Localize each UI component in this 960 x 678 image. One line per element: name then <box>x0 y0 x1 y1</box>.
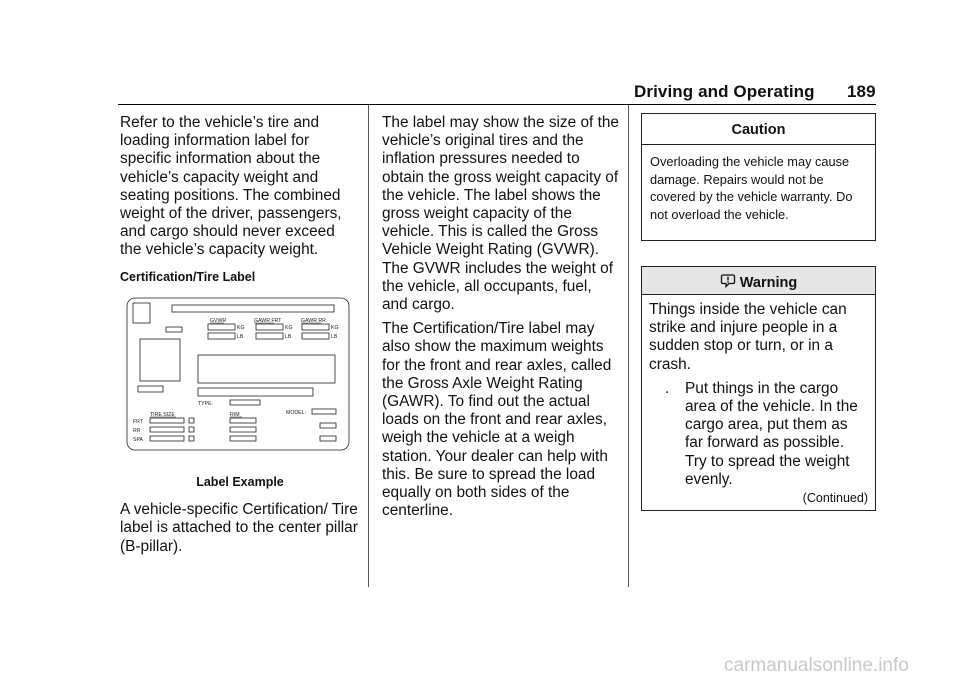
gawr-rr-label: GAWR RR <box>301 318 326 324</box>
warning-bullet <box>649 380 868 489</box>
label-info-paragraph: The label may show the size of the vehicle’s original tires and the inflation pressures needed to obtain the gross weight capacity of the vehicle. The label shows the gross weight capacity of the vehicle. This is called the Gross Vehicle Weight Rating (GVWR). The GVWR includes the weight of the vehicle, all occupants, fuel, and cargo. <box>382 114 619 314</box>
warning-header <box>642 267 875 295</box>
section-title: Driving and Operating <box>634 82 815 101</box>
caution-box <box>641 113 876 241</box>
lb-label-2: LB <box>285 334 292 340</box>
kg-label-3: KG <box>331 325 339 331</box>
model-field <box>312 409 336 414</box>
warning-intro: Things inside the vehicle can strike and injure people in a sudden stop or turn, or in a crash. <box>649 301 847 373</box>
column-1-lower <box>120 473 360 562</box>
label-location-paragraph: A vehicle-specific Certification/ Tire label is attached to the center pillar (B-pillar). <box>120 501 358 555</box>
warning-bullet-text: Put things in the cargo area of the vehicle. In the cargo area, put them as far forward as possible. Try to spread the weight evenly. <box>685 379 858 488</box>
spa-label: SPA <box>133 437 143 443</box>
gawr-paragraph: The Certification/Tire label may also show the maximum weights for the front and rear axles, called the Gross Axle Weight Rating (GAWR). To find out the actual loads on the front and rear axles, weigh the vehicle at a weigh station. Your dealer can help with this. Be sure to spread the load equally on both sides of the centerline. <box>382 320 612 520</box>
label-top-bar <box>172 305 334 312</box>
warning-text <box>642 295 875 489</box>
label-left-bar <box>138 386 163 392</box>
warning-title: Warning <box>739 275 798 291</box>
continued-label: (Continued) <box>802 491 868 506</box>
column-2 <box>382 114 620 526</box>
header-rule <box>118 104 876 105</box>
column-divider-1 <box>368 105 369 587</box>
label-block <box>140 339 180 381</box>
intro-paragraph: Refer to the vehicle’s tire and loading information label for specific information about the vehicle’s capacity weight and seating positions. The combined weight of the driver, passengers, and cargo should never exceed the vehicle’s capacity weight. <box>120 114 342 259</box>
lb-label-1: LB <box>237 334 244 340</box>
gawr-frt-label: GAWR FRT <box>254 318 282 324</box>
caution-title: Caution <box>642 114 875 145</box>
type-label: TYPE: <box>198 401 213 407</box>
column-divider-2 <box>628 105 629 587</box>
warning-box <box>641 266 876 511</box>
page-number: 189 <box>847 82 876 101</box>
label-info-area <box>198 355 335 383</box>
lb-label-3: LB <box>331 334 338 340</box>
frt-label: FRT <box>133 419 143 425</box>
caution-text: Overloading the vehicle may cause damage. Repairs would not be covered by the vehicle warranty. Do not overload the vehicle. <box>650 154 853 222</box>
rim-label: RIM <box>230 412 240 418</box>
gvwr-label: GVWR <box>210 318 227 324</box>
watermark: carmanualsonline.info <box>724 655 909 676</box>
column-1 <box>120 114 360 286</box>
subheading: Certification/Tire Label <box>120 269 256 284</box>
label-corner-box <box>133 303 150 323</box>
type-field <box>230 400 260 405</box>
label-small-box <box>166 327 182 332</box>
page-header <box>634 82 876 102</box>
tire-size-label: TIRE SIZE <box>150 412 175 418</box>
model-label: MODEL: <box>286 410 306 416</box>
figure-caption: Label Example <box>196 475 284 489</box>
warning-icon <box>720 273 736 289</box>
kg-label-1: KG <box>237 325 245 331</box>
label-wide-bar <box>198 388 313 396</box>
rr-label: RR <box>133 428 141 434</box>
kg-label-2: KG <box>285 325 293 331</box>
tire-label-figure <box>126 297 350 451</box>
bullet-dot: . <box>665 379 670 397</box>
